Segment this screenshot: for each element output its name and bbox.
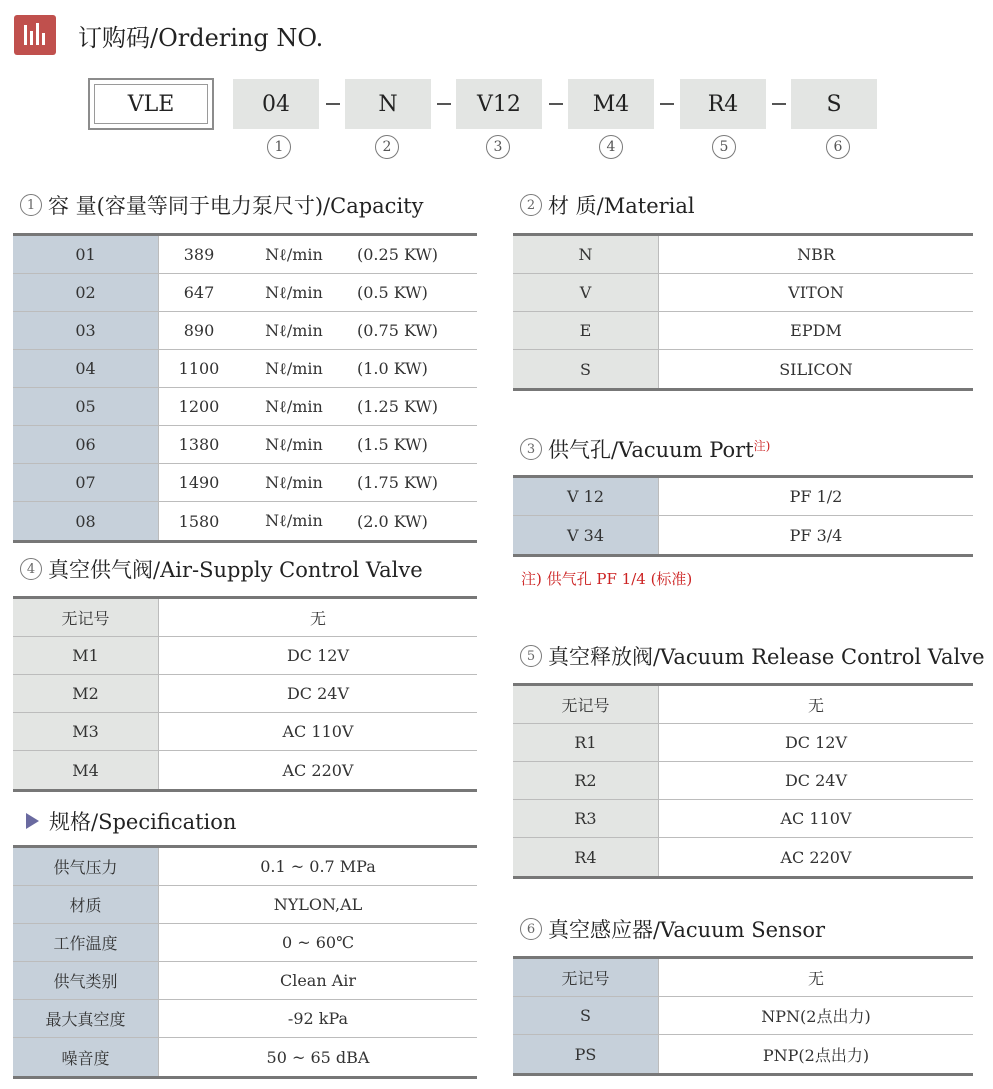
sensor-value: 无 xyxy=(658,959,973,996)
code-num-1: 1 xyxy=(267,135,291,159)
table-row xyxy=(513,762,973,800)
capacity-value xyxy=(158,350,477,387)
capacity-value xyxy=(158,236,477,273)
table-row xyxy=(13,713,477,751)
air-supply-title xyxy=(20,554,423,584)
note-mark: 注) xyxy=(753,438,771,453)
capacity-unit: Nℓ/min xyxy=(265,320,323,340)
table-row xyxy=(13,236,477,274)
air-supply-code: M4 xyxy=(13,751,158,789)
code-dash xyxy=(437,103,451,105)
material-value: NBR xyxy=(658,236,973,273)
table-row xyxy=(13,848,477,886)
code-segment-2: N xyxy=(345,79,431,129)
release-value: 无 xyxy=(658,686,973,723)
section-title-text: 供气孔/Vacuum Port xyxy=(548,438,754,462)
release-code: R3 xyxy=(513,800,658,837)
table-row xyxy=(13,1038,477,1076)
code-dash xyxy=(772,103,786,105)
material-code: N xyxy=(513,236,658,273)
port-value: PF 1/2 xyxy=(658,478,973,515)
spec-key: 材质 xyxy=(13,886,158,923)
bar-chart-icon xyxy=(14,15,56,55)
spec-value: Clean Air xyxy=(158,962,477,999)
release-valve-table xyxy=(513,683,973,879)
capacity-value xyxy=(158,502,477,540)
section-number: 1 xyxy=(20,194,42,216)
sensor-value: PNP(2点出力) xyxy=(658,1035,973,1073)
spec-value: -92 kPa xyxy=(158,1000,477,1037)
capacity-unit: Nℓ/min xyxy=(265,511,323,530)
section-title-text: 真空释放阀/Vacuum Release Control Valve xyxy=(548,645,985,669)
table-row xyxy=(513,800,973,838)
capacity-power: (2.0 KW) xyxy=(357,511,428,531)
air-supply-code: M3 xyxy=(13,713,158,750)
port-code: V 34 xyxy=(513,516,658,554)
port-value: PF 3/4 xyxy=(658,516,973,554)
capacity-code: 01 xyxy=(13,236,158,273)
capacity-unit: Nℓ/min xyxy=(265,282,323,302)
material-table xyxy=(513,233,973,391)
material-code: V xyxy=(513,274,658,311)
release-code: R1 xyxy=(513,724,658,761)
capacity-unit: Nℓ/min xyxy=(265,472,323,492)
spec-value: NYLON,AL xyxy=(158,886,477,923)
spec-key: 最大真空度 xyxy=(13,1000,158,1037)
release-value: AC 220V xyxy=(658,838,973,876)
page-title: 订购码/Ordering NO. xyxy=(78,24,324,52)
capacity-power: (1.75 KW) xyxy=(357,473,439,492)
air-supply-value: AC 110V xyxy=(158,713,477,750)
table-row xyxy=(13,599,477,637)
code-num-6: 6 xyxy=(826,135,850,159)
capacity-value xyxy=(158,388,477,425)
capacity-flow: 1100 xyxy=(178,359,220,378)
release-code: R4 xyxy=(513,838,658,876)
table-row xyxy=(13,1000,477,1038)
capacity-value xyxy=(158,274,477,311)
release-value: DC 24V xyxy=(658,762,973,799)
section-number: 4 xyxy=(20,558,42,580)
capacity-flow: 1490 xyxy=(178,473,220,492)
table-row xyxy=(13,274,477,312)
vacuum-port-title xyxy=(520,434,770,464)
capacity-code: 04 xyxy=(13,350,158,387)
table-row xyxy=(13,962,477,1000)
air-supply-value: AC 220V xyxy=(158,751,477,789)
table-row xyxy=(13,312,477,350)
spec-key: 供气类别 xyxy=(13,962,158,999)
sensor-code: 无记号 xyxy=(513,959,658,996)
capacity-value xyxy=(158,312,477,349)
table-row xyxy=(13,464,477,502)
port-code: V 12 xyxy=(513,478,658,515)
table-row xyxy=(13,350,477,388)
section-number: 6 xyxy=(520,918,542,940)
spec-value: 50 ~ 65 dBA xyxy=(158,1038,477,1076)
capacity-power: (1.0 KW) xyxy=(357,359,428,378)
capacity-unit: Nℓ/min xyxy=(265,244,323,264)
capacity-code: 07 xyxy=(13,464,158,501)
capacity-code: 06 xyxy=(13,426,158,463)
table-row xyxy=(13,388,477,426)
release-value: DC 12V xyxy=(658,724,973,761)
table-row xyxy=(513,838,973,876)
spec-value: 0 ~ 60℃ xyxy=(158,924,477,961)
sensor-code: S xyxy=(513,997,658,1034)
table-row xyxy=(13,751,477,789)
code-main-box xyxy=(88,78,214,130)
material-value: EPDM xyxy=(658,312,973,349)
spec-value: 0.1 ~ 0.7 MPa xyxy=(158,848,477,885)
vacuum-sensor-table xyxy=(513,956,973,1076)
code-num-2: 2 xyxy=(375,135,399,159)
table-row xyxy=(513,959,973,997)
code-num-3: 3 xyxy=(486,135,510,159)
air-supply-value: DC 12V xyxy=(158,637,477,674)
release-code: R2 xyxy=(513,762,658,799)
table-row xyxy=(13,426,477,464)
material-code: E xyxy=(513,312,658,349)
capacity-flow: 389 xyxy=(183,245,215,264)
section-title-text: 容 量(容量等同于电力泵尺寸)/Capacity xyxy=(48,194,424,218)
table-row xyxy=(13,637,477,675)
section-number: 2 xyxy=(520,194,542,216)
table-row xyxy=(513,350,973,388)
triangle-icon xyxy=(26,813,39,829)
code-dash xyxy=(660,103,674,105)
section-number: 3 xyxy=(520,438,542,460)
table-row xyxy=(513,686,973,724)
code-num-4: 4 xyxy=(599,135,623,159)
capacity-code: 03 xyxy=(13,312,158,349)
spec-key: 噪音度 xyxy=(13,1038,158,1076)
material-value: SILICON xyxy=(658,350,973,388)
table-row xyxy=(513,478,973,516)
section-title-text: 规格/Specification xyxy=(49,810,237,834)
code-segment-4: M4 xyxy=(568,79,654,129)
code-segment-3: V12 xyxy=(456,79,542,129)
capacity-flow: 1380 xyxy=(178,435,220,454)
capacity-flow: 647 xyxy=(183,283,215,302)
air-supply-code: M1 xyxy=(13,637,158,674)
vacuum-port-table xyxy=(513,475,973,557)
air-supply-value: 无 xyxy=(158,599,477,636)
capacity-power: (0.25 KW) xyxy=(357,245,439,264)
table-row xyxy=(513,236,973,274)
code-segment-1: 04 xyxy=(233,79,319,129)
capacity-code: 05 xyxy=(13,388,158,425)
table-row xyxy=(13,675,477,713)
section-number: 5 xyxy=(520,645,542,667)
capacity-unit: Nℓ/min xyxy=(265,396,323,416)
table-row xyxy=(13,886,477,924)
table-row xyxy=(513,724,973,762)
capacity-power: (0.5 KW) xyxy=(357,283,428,302)
capacity-unit: Nℓ/min xyxy=(265,358,323,378)
table-row xyxy=(513,1035,973,1073)
vacuum-sensor-title xyxy=(520,914,825,944)
sensor-code: PS xyxy=(513,1035,658,1073)
code-dash xyxy=(549,103,563,105)
air-supply-code: 无记号 xyxy=(13,599,158,636)
specification-title xyxy=(20,806,236,836)
air-supply-value: DC 24V xyxy=(158,675,477,712)
spec-key: 供气压力 xyxy=(13,848,158,885)
table-row xyxy=(513,516,973,554)
material-title xyxy=(520,190,695,220)
code-segment-5: R4 xyxy=(680,79,766,129)
table-row xyxy=(13,502,477,540)
code-num-5: 5 xyxy=(712,135,736,159)
capacity-power: (0.75 KW) xyxy=(357,321,439,340)
capacity-power: (1.25 KW) xyxy=(357,397,439,416)
table-row xyxy=(513,997,973,1035)
capacity-value xyxy=(158,464,477,501)
specification-table xyxy=(13,845,477,1079)
capacity-title xyxy=(20,190,423,220)
port-note: 注) 供气孔 PF 1/4 (标准) xyxy=(521,570,693,588)
release-code: 无记号 xyxy=(513,686,658,723)
table-row xyxy=(513,274,973,312)
code-segment-6: S xyxy=(791,79,877,129)
material-value: VITON xyxy=(658,274,973,311)
section-title-text: 材 质/Material xyxy=(548,194,695,218)
section-title-text: 真空供气阀/Air-Supply Control Valve xyxy=(48,558,423,582)
code-dash xyxy=(326,103,340,105)
capacity-power: (1.5 KW) xyxy=(357,435,428,454)
capacity-flow: 1200 xyxy=(178,397,220,416)
table-row xyxy=(513,312,973,350)
capacity-table xyxy=(13,233,477,543)
material-code: S xyxy=(513,350,658,388)
capacity-flow: 890 xyxy=(183,321,215,340)
code-main-label: VLE xyxy=(94,84,208,124)
release-valve-title xyxy=(520,641,985,671)
release-value: AC 110V xyxy=(658,800,973,837)
air-supply-table xyxy=(13,596,477,792)
table-row xyxy=(13,924,477,962)
capacity-unit: Nℓ/min xyxy=(265,434,323,454)
section-title-text: 真空感应器/Vacuum Sensor xyxy=(548,918,826,942)
air-supply-code: M2 xyxy=(13,675,158,712)
spec-key: 工作温度 xyxy=(13,924,158,961)
capacity-code: 02 xyxy=(13,274,158,311)
sensor-value: NPN(2点出力) xyxy=(658,997,973,1034)
capacity-flow: 1580 xyxy=(178,511,220,531)
capacity-code: 08 xyxy=(13,502,158,540)
capacity-value xyxy=(158,426,477,463)
